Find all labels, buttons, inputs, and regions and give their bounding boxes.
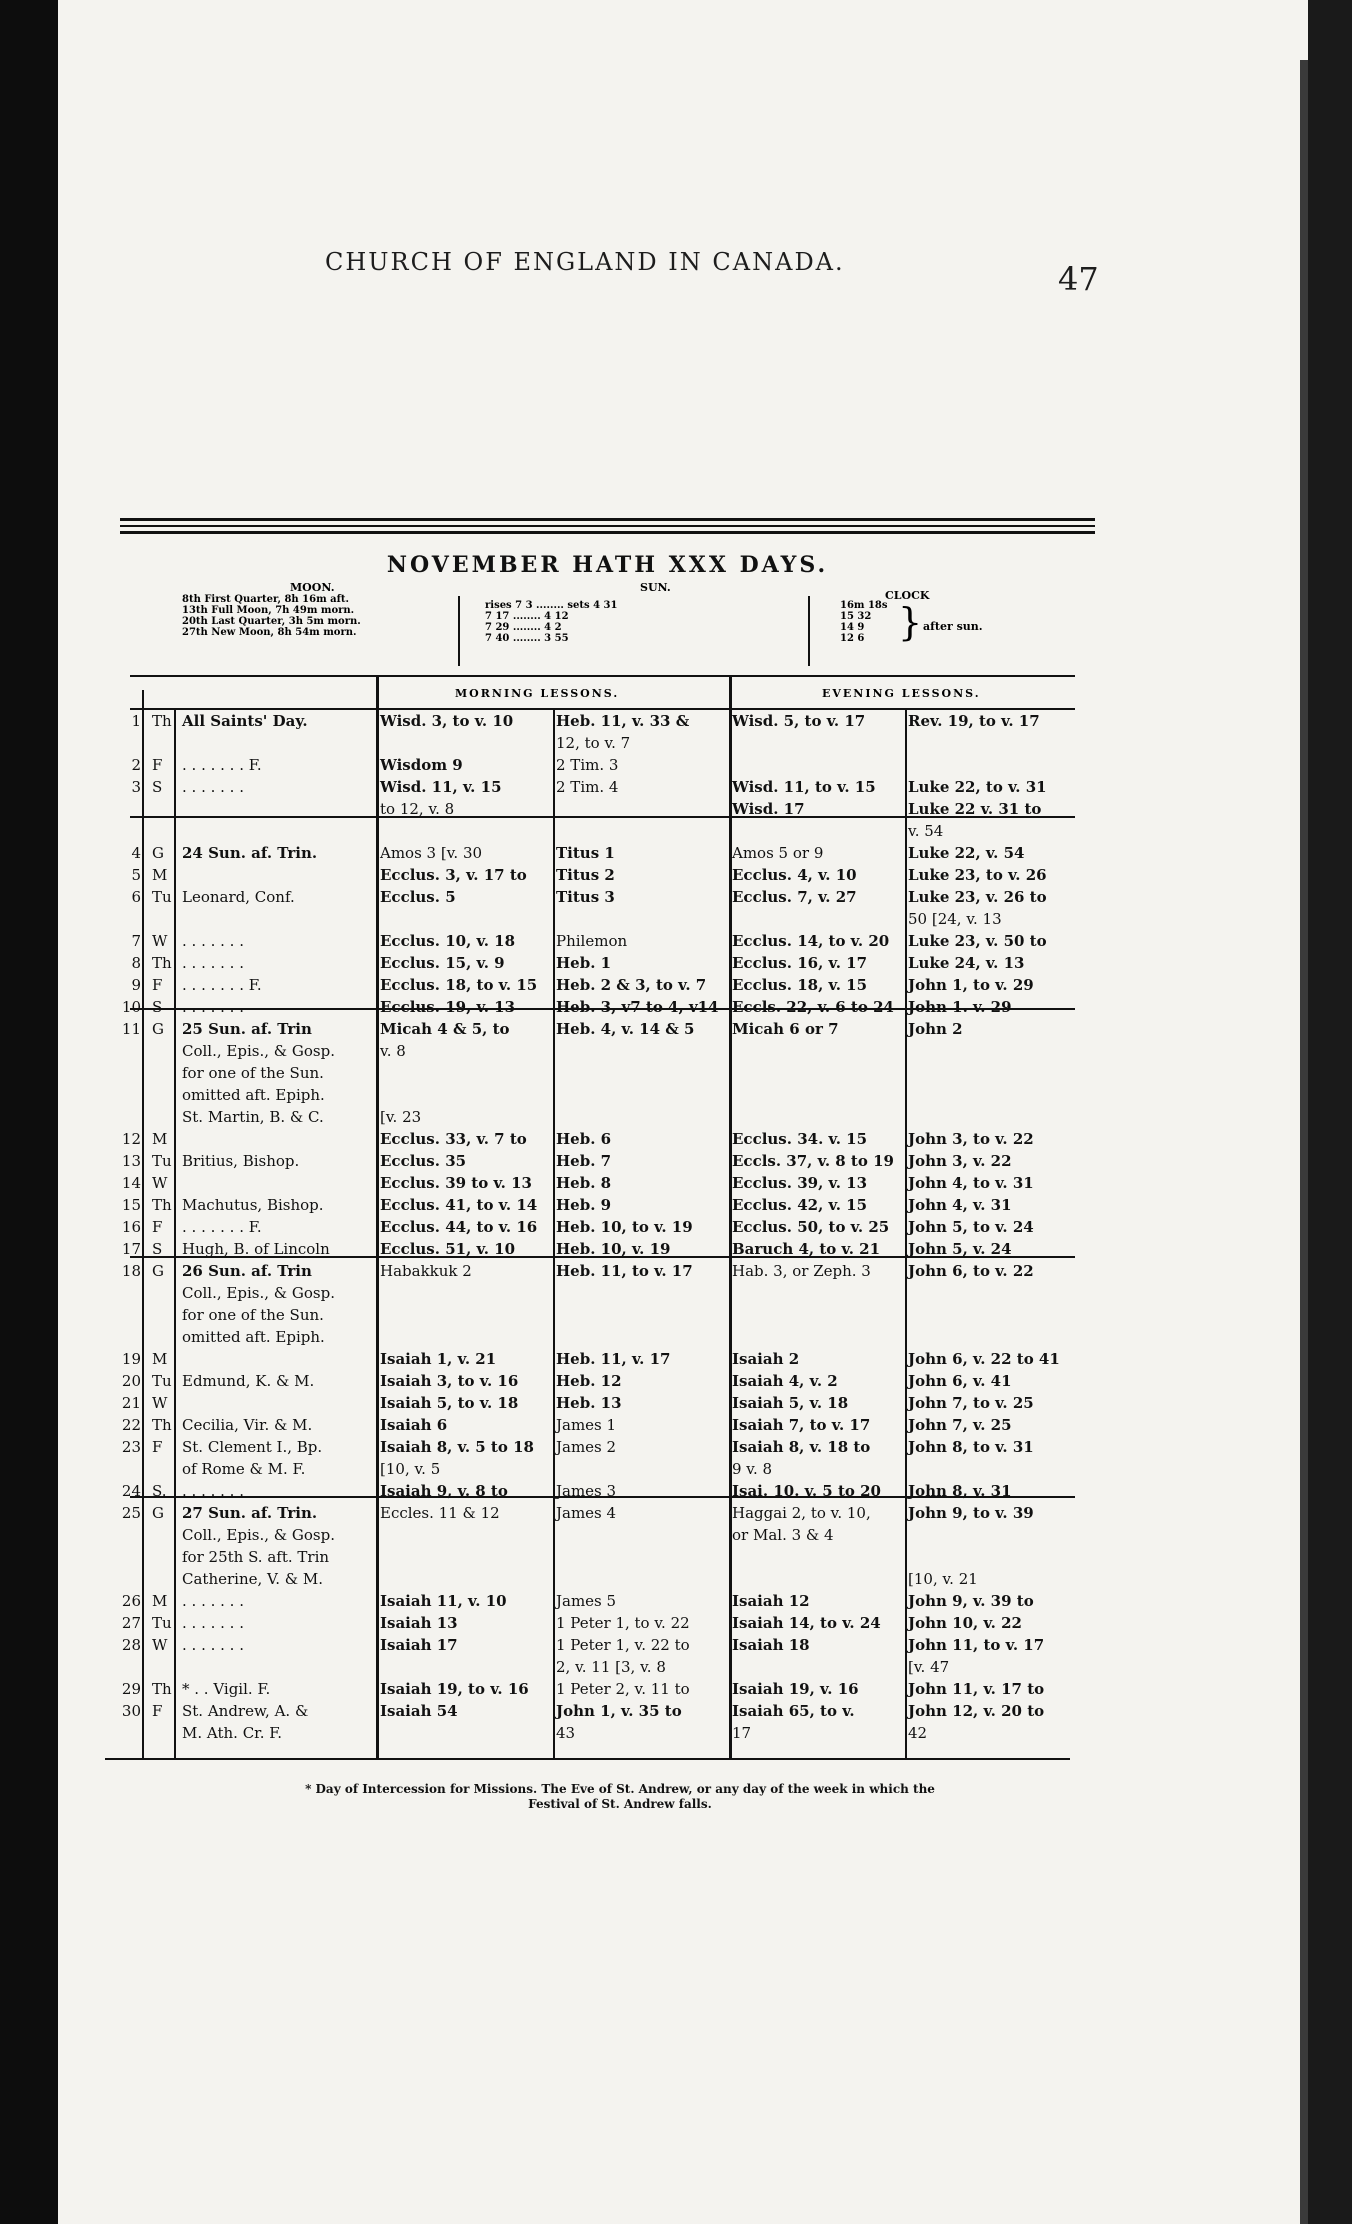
evening-first-lesson: Isaiah 65, to v. (732, 1702, 855, 1720)
evening-second-lesson: Luke 24, v. 13 (908, 954, 1025, 972)
saint-day-cell: for one of the Sun. (182, 1064, 324, 1082)
evening-second-lesson: John 7, v. 25 (908, 1416, 1012, 1434)
weekday-letter: Th (152, 1196, 172, 1214)
table-top-rule (130, 675, 1075, 677)
weekday-letter: Th (152, 1680, 172, 1698)
saint-day-cell: Catherine, V. & M. (182, 1570, 324, 1588)
morning-first-lesson: Micah 4 & 5, to (380, 1020, 510, 1038)
day-number: 21 (121, 1394, 141, 1412)
saint-day-cell: St. Clement I., Bp. (182, 1438, 323, 1456)
saint-day-cell: omitted aft. Epiph. (182, 1086, 325, 1104)
evening-first-lesson: Isaiah 14, to v. 24 (732, 1614, 881, 1632)
col-rule-weekday (174, 708, 176, 1758)
header-divider (458, 596, 460, 666)
morning-first-lesson: [10, v. 5 (380, 1460, 441, 1478)
day-number: 12 (121, 1130, 141, 1148)
sun-label: SUN. (640, 581, 671, 594)
evening-second-lesson: Rev. 19, to v. 17 (908, 712, 1040, 730)
weekday-letter: F (152, 756, 163, 774)
day-number: 18 (121, 1262, 141, 1280)
morning-first-lesson: Ecclus. 10, v. 18 (380, 932, 516, 950)
moon-label: MOON. (290, 581, 335, 594)
saint-day-cell: Cecilia, Vir. & M. (182, 1416, 313, 1434)
evening-first-lesson: Amos 5 or 9 (732, 844, 824, 862)
evening-second-lesson: Luke 22, v. 54 (908, 844, 1025, 862)
evening-second-lesson: John 1, to v. 29 (908, 976, 1034, 994)
top-rule-1 (120, 518, 1095, 521)
weekday-letter: M (152, 1350, 168, 1368)
morning-second-lesson: James 4 (556, 1504, 617, 1522)
weekday-letter: F (152, 976, 163, 994)
table-bottom-rule (105, 1758, 1070, 1760)
morning-first-lesson: to 12, v. 8 (380, 800, 455, 818)
evening-second-lesson: John 11, to v. 17 (908, 1636, 1045, 1654)
evening-first-lesson: Ecclus. 50, to v. 25 (732, 1218, 890, 1236)
evening-second-lesson: John 4, to v. 31 (908, 1174, 1034, 1192)
evening-first-lesson: Ecclus. 39, v. 13 (732, 1174, 868, 1192)
weekday-letter: W (152, 932, 168, 950)
morning-lessons-heading: MORNING LESSONS. (455, 687, 620, 700)
clock-values (840, 600, 888, 644)
morning-first-lesson: v. 8 (380, 1042, 406, 1060)
top-rule-2 (120, 525, 1095, 527)
morning-second-lesson: 2, v. 11 [3, v. 8 (556, 1658, 666, 1676)
morning-second-lesson: 12, to v. 7 (556, 734, 631, 752)
evening-first-lesson: Eccls. 37, v. 8 to 19 (732, 1152, 894, 1170)
morning-second-lesson: 1 Peter 1, v. 22 to (556, 1636, 690, 1654)
day-number: 4 (131, 844, 141, 862)
saint-day-cell: . . . . . . . (182, 1482, 244, 1500)
morning-second-lesson: Titus 2 (556, 866, 615, 884)
day-number: 15 (121, 1196, 141, 1214)
weekday-letter: W (152, 1394, 168, 1412)
morning-first-lesson: Habakkuk 2 (380, 1262, 472, 1280)
clock-row: 12 6 (840, 633, 865, 644)
saint-day-cell: . . . . . . . (182, 932, 244, 950)
morning-first-lesson: Wisdom 9 (380, 756, 463, 774)
saint-day-cell: Machutus, Bishop. (182, 1196, 324, 1214)
day-number: 27 (121, 1614, 141, 1632)
morning-second-lesson: James 2 (556, 1438, 617, 1456)
morning-first-lesson: Ecclus. 44, to v. 16 (380, 1218, 538, 1236)
evening-second-lesson: John 3, to v. 22 (908, 1130, 1034, 1148)
evening-first-lesson: Isaiah 19, v. 16 (732, 1680, 859, 1698)
evening-first-lesson: or Mal. 3 & 4 (732, 1526, 834, 1544)
saint-day-cell: Edmund, K. & M. (182, 1372, 315, 1390)
evening-first-lesson: Eccls. 22, v. 6 to 24 (732, 998, 894, 1016)
morning-first-lesson: Ecclus. 33, v. 7 to (380, 1130, 527, 1148)
morning-second-lesson: Heb. 6 (556, 1130, 612, 1148)
day-number: 5 (131, 866, 141, 884)
col-rule-morning (553, 708, 555, 1758)
saint-day-cell: . . . . . . . (182, 954, 244, 972)
weekday-letter: Th (152, 954, 172, 972)
top-rule-3 (120, 531, 1095, 534)
clock-row: 15 32 (840, 611, 872, 622)
weekday-letter: M (152, 1592, 168, 1610)
evening-first-lesson: Micah 6 or 7 (732, 1020, 839, 1038)
morning-second-lesson: Heb. 10, to v. 19 (556, 1218, 693, 1236)
evening-second-lesson: John 11, v. 17 to (908, 1680, 1045, 1698)
evening-second-lesson: Luke 23, v. 50 to (908, 932, 1047, 950)
evening-second-lesson: John 8, v. 31 (908, 1482, 1012, 1500)
evening-second-lesson: John 4, v. 31 (908, 1196, 1012, 1214)
evening-second-lesson: John 3, v. 22 (908, 1152, 1012, 1170)
saint-day-cell: St. Martin, B. & C. (182, 1108, 324, 1126)
sun-row: rises 7 3 ........ sets 4 31 (485, 600, 618, 611)
morning-second-lesson: Heb. 2 & 3, to v. 7 (556, 976, 707, 994)
morning-second-lesson: 1 Peter 2, v. 11 to (556, 1680, 690, 1698)
saint-day-cell: Coll., Epis., & Gosp. (182, 1526, 335, 1544)
morning-first-lesson: Amos 3 [v. 30 (380, 844, 483, 862)
weekday-letter: G (152, 1262, 164, 1280)
morning-first-lesson: Isaiah 5, to v. 18 (380, 1394, 519, 1412)
morning-second-lesson: Heb. 3, v7 to 4, v14 (556, 998, 719, 1016)
morning-second-lesson: Heb. 7 (556, 1152, 612, 1170)
day-number: 13 (121, 1152, 141, 1170)
weekday-letter: S (152, 998, 163, 1016)
day-number: 26 (121, 1592, 141, 1610)
day-number: 10 (121, 998, 141, 1016)
day-number: 3 (131, 778, 141, 796)
evening-second-lesson: Luke 23, v. 26 to (908, 888, 1047, 906)
evening-second-lesson: v. 54 (908, 822, 944, 840)
morning-first-lesson: Isaiah 3, to v. 16 (380, 1372, 519, 1390)
saint-day-cell: * . . Vigil. F. (182, 1680, 271, 1698)
saint-day-cell: St. Andrew, A. & (182, 1702, 309, 1720)
evening-first-lesson: 17 (732, 1724, 752, 1742)
evening-first-lesson: 9 v. 8 (732, 1460, 773, 1478)
day-number: 6 (131, 888, 141, 906)
clock-note: after sun. (923, 620, 983, 633)
evening-first-lesson: Ecclus. 34. v. 15 (732, 1130, 868, 1148)
morning-second-lesson: 1 Peter 1, to v. 22 (556, 1614, 690, 1632)
weekday-letter: F (152, 1702, 163, 1720)
day-number: 7 (131, 932, 141, 950)
weekday-letter: F (152, 1438, 163, 1456)
morning-second-lesson: Heb. 8 (556, 1174, 612, 1192)
morning-second-lesson: Heb. 1 (556, 954, 612, 972)
morning-first-lesson: Isaiah 17 (380, 1636, 458, 1654)
saint-day-cell: 25 Sun. af. Trin (182, 1020, 312, 1038)
sun-row: 7 40 ........ 3 55 (485, 633, 569, 644)
morning-first-lesson: Ecclus. 41, to v. 14 (380, 1196, 538, 1214)
evening-first-lesson: Isaiah 2 (732, 1350, 800, 1368)
morning-first-lesson: Ecclus. 3, v. 17 to (380, 866, 527, 884)
morning-second-lesson: 2 Tim. 3 (556, 756, 619, 774)
saint-day-cell: 27 Sun. af. Trin. (182, 1504, 318, 1522)
evening-first-lesson: Haggai 2, to v. 10, (732, 1504, 871, 1522)
saint-day-cell: All Saints' Day. (182, 712, 308, 730)
evening-first-lesson: Wisd. 11, to v. 15 (732, 778, 876, 796)
saint-day-cell: . . . . . . . (182, 1592, 244, 1610)
saint-day-cell: . . . . . . . (182, 1614, 244, 1632)
morning-second-lesson: Philemon (556, 932, 628, 950)
weekday-letter: S. (152, 1482, 167, 1500)
evening-first-lesson: Isai. 10. v. 5 to 20 (732, 1482, 881, 1500)
saint-day-cell: for 25th S. aft. Trin (182, 1548, 330, 1566)
morning-first-lesson: Wisd. 11, v. 15 (380, 778, 502, 796)
day-number: 2 (131, 756, 141, 774)
col-rule-evening (905, 708, 907, 1758)
evening-second-lesson: John 6, to v. 22 (908, 1262, 1034, 1280)
evening-second-lesson: John 2 (908, 1020, 963, 1038)
day-number: 8 (131, 954, 141, 972)
evening-first-lesson: Ecclus. 16, v. 17 (732, 954, 868, 972)
page-edge (1308, 0, 1352, 2224)
saint-day-cell: . . . . . . . (182, 778, 244, 796)
header-divider (808, 596, 810, 666)
clock-row: 16m 18s (840, 600, 888, 611)
month-title: NOVEMBER HATH XXX DAYS. (386, 552, 829, 578)
evening-second-lesson: John 7, to v. 25 (908, 1394, 1034, 1412)
evening-first-lesson: Baruch 4, to v. 21 (732, 1240, 881, 1258)
saint-day-cell: . . . . . . . F. (182, 756, 262, 774)
day-number: 29 (121, 1680, 141, 1698)
evening-second-lesson: John 6, v. 22 to 41 (908, 1350, 1060, 1368)
saint-day-cell: Coll., Epis., & Gosp. (182, 1042, 335, 1060)
footnote-line-2: Festival of St. Andrew falls. (528, 1797, 712, 1811)
weekday-letter: G (152, 844, 164, 862)
footnote-line-1: * Day of Intercession for Missions. The Eve of St. Andrew, or any day of the week in which the (305, 1782, 935, 1796)
weekday-letter: W (152, 1636, 168, 1654)
weekday-letter: M (152, 866, 168, 884)
moon-phase: 27th New Moon, 8h 54m morn. (182, 627, 357, 638)
morning-second-lesson: Heb. 13 (556, 1394, 622, 1412)
evening-second-lesson: John 5, v. 24 (908, 1240, 1012, 1258)
weekday-letter: W (152, 1174, 168, 1192)
page-number: 47 (1058, 260, 1099, 298)
evening-first-lesson: Hab. 3, or Zeph. 3 (732, 1262, 871, 1280)
morning-first-lesson: Isaiah 1, v. 21 (380, 1350, 497, 1368)
evening-second-lesson: Luke 22, to v. 31 (908, 778, 1047, 796)
book-spine (0, 0, 58, 2224)
saint-day-cell: 26 Sun. af. Trin (182, 1262, 312, 1280)
day-number: 30 (121, 1702, 141, 1720)
evening-second-lesson: [10, v. 21 (908, 1570, 978, 1588)
evening-second-lesson: John 1. v. 29 (908, 998, 1012, 1016)
saint-day-cell: of Rome & M. F. (182, 1460, 306, 1478)
weekday-letter: Tu (152, 888, 172, 906)
morning-first-lesson: Ecclus. 19, v. 13 (380, 998, 516, 1016)
morning-first-lesson: Ecclus. 51, v. 10 (380, 1240, 516, 1258)
running-head: CHURCH OF ENGLAND IN CANADA. (325, 248, 845, 276)
morning-first-lesson: Isaiah 6 (380, 1416, 448, 1434)
morning-first-lesson: Isaiah 54 (380, 1702, 458, 1720)
clock-label: CLOCK (885, 589, 930, 602)
weekday-letter: Tu (152, 1152, 172, 1170)
col-rule-saints (376, 676, 379, 1758)
evening-first-lesson: Ecclus. 42, v. 15 (732, 1196, 868, 1214)
morning-first-lesson: [v. 23 (380, 1108, 422, 1126)
morning-second-lesson: Heb. 11, to v. 17 (556, 1262, 693, 1280)
page-edge-shadow (1300, 60, 1308, 2224)
clock-row: 14 9 (840, 622, 865, 633)
day-number: 22 (121, 1416, 141, 1434)
evening-first-lesson: Isaiah 4, v. 2 (732, 1372, 838, 1390)
morning-first-lesson: Isaiah 11, v. 10 (380, 1592, 507, 1610)
sun-row: 7 17 ........ 4 12 (485, 611, 569, 622)
evening-second-lesson: John 9, v. 39 to (908, 1592, 1034, 1610)
weekday-letter: Tu (152, 1614, 172, 1632)
morning-second-lesson: James 1 (556, 1416, 617, 1434)
morning-second-lesson: Heb. 11, v. 33 & (556, 712, 690, 730)
moon-phase: 20th Last Quarter, 3h 5m morn. (182, 616, 361, 627)
saint-day-cell: Britius, Bishop. (182, 1152, 300, 1170)
saint-day-cell: 24 Sun. af. Trin. (182, 844, 318, 862)
morning-first-lesson: Ecclus. 35 (380, 1152, 467, 1170)
morning-first-lesson: Eccles. 11 & 12 (380, 1504, 500, 1522)
evening-first-lesson: Isaiah 7, to v. 17 (732, 1416, 871, 1434)
moon-phase: 13th Full Moon, 7h 49m morn. (182, 605, 355, 616)
morning-second-lesson: Heb. 4, v. 14 & 5 (556, 1020, 695, 1038)
morning-second-lesson: Heb. 10, v. 19 (556, 1240, 671, 1258)
morning-first-lesson: Isaiah 9, v. 8 to (380, 1482, 508, 1500)
day-number: 14 (121, 1174, 141, 1192)
evening-second-lesson: [v. 47 (908, 1658, 950, 1676)
moon-phases (182, 594, 361, 638)
day-number: 25 (121, 1504, 141, 1522)
morning-second-lesson: 2 Tim. 4 (556, 778, 619, 796)
day-number: 1 (131, 712, 141, 730)
evening-first-lesson: Isaiah 8, v. 18 to (732, 1438, 871, 1456)
morning-first-lesson: Ecclus. 15, v. 9 (380, 954, 505, 972)
saint-day-cell: Hugh, B. of Lincoln (182, 1240, 330, 1258)
evening-second-lesson: John 6, v. 41 (908, 1372, 1012, 1390)
day-number: 23 (121, 1438, 141, 1456)
evening-first-lesson: Ecclus. 4, v. 10 (732, 866, 857, 884)
evening-first-lesson: Ecclus. 14, to v. 20 (732, 932, 890, 950)
morning-second-lesson: James 3 (556, 1482, 617, 1500)
saint-day-cell: . . . . . . . (182, 1636, 244, 1654)
evening-first-lesson: Wisd. 17 (732, 800, 805, 818)
morning-first-lesson: Isaiah 8, v. 5 to 18 (380, 1438, 534, 1456)
evening-first-lesson: Ecclus. 18, v. 15 (732, 976, 868, 994)
evening-second-lesson: John 5, to v. 24 (908, 1218, 1034, 1236)
saint-day-cell: omitted aft. Epiph. (182, 1328, 325, 1346)
evening-first-lesson: Isaiah 12 (732, 1592, 810, 1610)
weekday-letter: Tu (152, 1372, 172, 1390)
table-head-rule (130, 708, 1075, 710)
evening-lessons-heading: EVENING LESSONS. (822, 687, 981, 700)
evening-second-lesson: John 9, to v. 39 (908, 1504, 1034, 1522)
morning-first-lesson: Ecclus. 5 (380, 888, 456, 906)
evening-second-lesson: Luke 22 v. 31 to (908, 800, 1042, 818)
weekday-letter: G (152, 1504, 164, 1522)
weekday-letter: Th (152, 1416, 172, 1434)
day-number: 19 (121, 1350, 141, 1368)
weekday-letter: G (152, 1020, 164, 1038)
evening-second-lesson: John 12, v. 20 to (908, 1702, 1045, 1720)
evening-first-lesson: Ecclus. 7, v. 27 (732, 888, 857, 906)
weekday-letter: F (152, 1218, 163, 1236)
morning-first-lesson: Isaiah 19, to v. 16 (380, 1680, 529, 1698)
day-number: 24 (121, 1482, 141, 1500)
morning-second-lesson: 43 (556, 1724, 576, 1742)
morning-second-lesson: Heb. 12 (556, 1372, 622, 1390)
evening-first-lesson: Isaiah 5, v. 18 (732, 1394, 849, 1412)
evening-second-lesson: John 10, v. 22 (908, 1614, 1022, 1632)
col-rule-day (142, 690, 144, 1758)
evening-second-lesson: Luke 23, to v. 26 (908, 866, 1047, 884)
morning-first-lesson: Wisd. 3, to v. 10 (380, 712, 514, 730)
evening-second-lesson: 50 [24, v. 13 (908, 910, 1002, 928)
morning-second-lesson: Titus 1 (556, 844, 615, 862)
day-number: 16 (121, 1218, 141, 1236)
day-number: 11 (121, 1020, 141, 1038)
morning-second-lesson: Titus 3 (556, 888, 615, 906)
saint-day-cell: . . . . . . . (182, 998, 244, 1016)
moon-phase: 8th First Quarter, 8h 16m aft. (182, 594, 350, 605)
day-number: 9 (131, 976, 141, 994)
evening-second-lesson: 42 (908, 1724, 928, 1742)
day-number: 28 (121, 1636, 141, 1654)
saint-day-cell: Leonard, Conf. (182, 888, 295, 906)
weekday-letter: Th (152, 712, 172, 730)
brace-glyph: } (898, 600, 923, 644)
saint-day-cell: . . . . . . . F. (182, 976, 262, 994)
evening-first-lesson: Wisd. 5, to v. 17 (732, 712, 866, 730)
morning-second-lesson: John 1, v. 35 to (556, 1702, 682, 1720)
evening-first-lesson: Isaiah 18 (732, 1636, 810, 1654)
saint-day-cell: for one of the Sun. (182, 1306, 324, 1324)
saint-day-cell: Coll., Epis., & Gosp. (182, 1284, 335, 1302)
morning-first-lesson: Ecclus. 39 to v. 13 (380, 1174, 532, 1192)
saint-day-cell: M. Ath. Cr. F. (182, 1724, 283, 1742)
morning-first-lesson: Isaiah 13 (380, 1614, 458, 1632)
saint-day-cell: . . . . . . . F. (182, 1218, 262, 1236)
sun-row: 7 29 ........ 4 2 (485, 622, 562, 633)
weekday-letter: M (152, 1130, 168, 1148)
morning-first-lesson: Ecclus. 18, to v. 15 (380, 976, 538, 994)
morning-second-lesson: Heb. 11, v. 17 (556, 1350, 671, 1368)
morning-second-lesson: James 5 (556, 1592, 617, 1610)
weekday-letter: S (152, 1240, 163, 1258)
morning-second-lesson: Heb. 9 (556, 1196, 612, 1214)
evening-second-lesson: John 8, to v. 31 (908, 1438, 1034, 1456)
sun-times (485, 600, 617, 644)
weekday-letter: S (152, 778, 163, 796)
day-number: 17 (121, 1240, 141, 1258)
day-number: 20 (121, 1372, 141, 1390)
